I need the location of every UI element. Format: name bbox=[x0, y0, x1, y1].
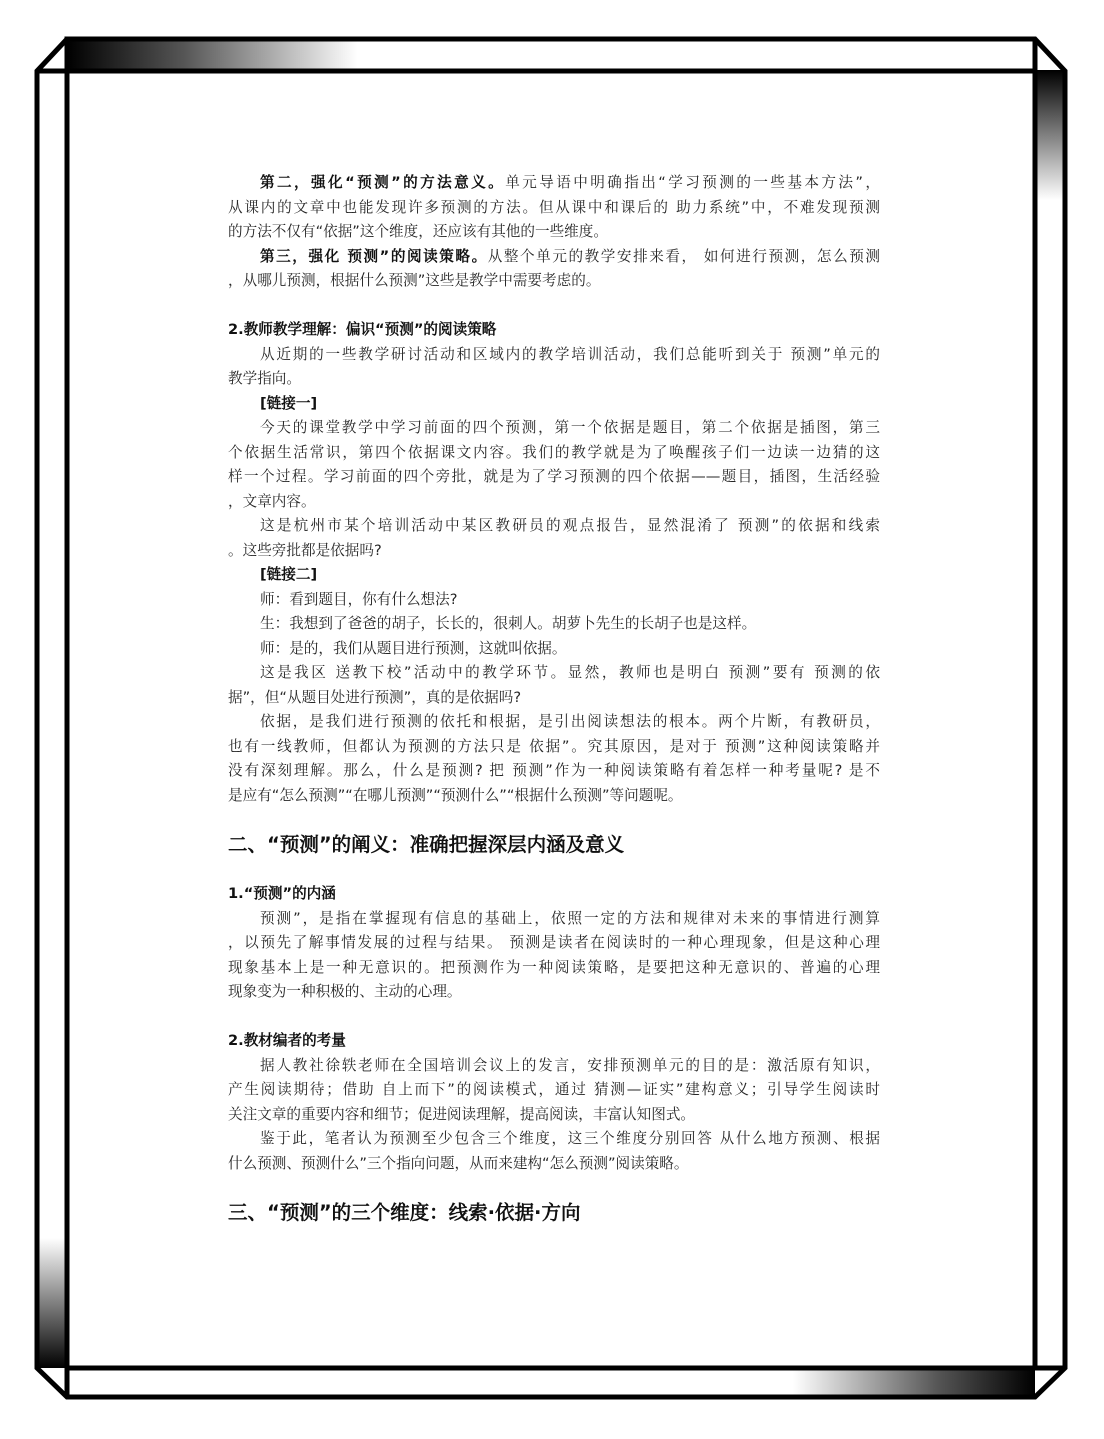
bold-lead: 第二，强化“预测”的方法意义。 bbox=[260, 174, 506, 191]
line-text: ，文章内容。 bbox=[228, 492, 316, 510]
text-line bbox=[228, 956, 880, 981]
line-text: [链接一] bbox=[260, 394, 318, 412]
line-text: [链接二] bbox=[260, 566, 318, 583]
text-line bbox=[228, 980, 880, 1005]
text-line bbox=[228, 490, 880, 515]
text-line bbox=[228, 171, 880, 196]
text-line bbox=[228, 1127, 880, 1152]
line-text: 教学指向。 bbox=[228, 370, 301, 387]
line-text: 二、“预测”的阐义：准确把握深层内涵及意义 bbox=[228, 832, 625, 856]
text-line bbox=[228, 539, 880, 564]
text-line bbox=[228, 907, 880, 932]
line-text: 师：看到题目，你有什么想法? bbox=[260, 590, 458, 608]
line-text: 1.“预测”的内涵 bbox=[228, 885, 336, 902]
line-text: 今天的课堂教学中学习前面的四个预测，第一个依据是题目，第二个依据是插图，第三 bbox=[260, 419, 880, 436]
text-line bbox=[228, 661, 880, 686]
line-text: 单元导语中明确指出“学习预测的一些基本方法”， bbox=[505, 174, 880, 191]
subheading bbox=[228, 882, 880, 907]
line-text: 鉴于此，笔者认为预测至少包含三个维度，这三个维度分别回答 从什么地方预测、根据 bbox=[260, 1130, 880, 1147]
link-label bbox=[228, 392, 880, 417]
line-text: 2.教材编者的考量 bbox=[228, 1032, 346, 1049]
text-line bbox=[228, 220, 880, 245]
line-text: 这是我区 送教下校”活动中的教学环节。显然，教师也是明白 预测”要有 预测的依 bbox=[260, 664, 880, 681]
text-line bbox=[228, 441, 880, 466]
line-text: 这是杭州市某个培训活动中某区教研员的观点报告，显然混淆了 预测”的依据和线索 bbox=[260, 517, 880, 534]
line-text: 师：是的，我们从题目进行预测，这就叫依据。 bbox=[260, 639, 567, 657]
subheading bbox=[228, 1029, 880, 1054]
line-text: 2.教师教学理解：偏识“预测”的阅读策略 bbox=[228, 321, 497, 338]
text-line bbox=[228, 588, 880, 613]
line-text: 据”，但“从题目处进行预测”，真的是依据吗? bbox=[228, 688, 522, 706]
blank-line bbox=[228, 808, 880, 833]
text-line bbox=[228, 367, 880, 392]
line-text: 没有深刻理解。那么，什么是预测? 把 预测”作为一种阅读策略有着怎样一种考量呢? 是不 bbox=[228, 762, 880, 779]
line-text: ，从哪儿预测，根据什么预测”这些是教学中需要考虑的。 bbox=[228, 272, 601, 289]
text-line bbox=[228, 343, 880, 368]
line-text: 样一个过程。学习前面的四个旁批，就是为了学习预测的四个依据——题目，插图，生活经验 bbox=[228, 468, 880, 485]
text-line bbox=[228, 416, 880, 441]
line-text: 现象基本上是一种无意识的。把预测作为一种阅读策略，是要把这种无意识的、普遍的心理 bbox=[228, 958, 880, 976]
text-line bbox=[228, 784, 880, 809]
text-line bbox=[228, 735, 880, 760]
line-text: 据人教社徐轶老师在全国培训会议上的发言，安排预测单元的目的是：激活原有知识， bbox=[260, 1056, 880, 1074]
text-line bbox=[228, 196, 880, 221]
text-line bbox=[228, 514, 880, 539]
blank-line bbox=[228, 294, 880, 319]
text-line bbox=[228, 245, 880, 270]
line-text: 生：我想到了爸爸的胡子，长长的，很刺人。胡萝卜先生的长胡子也是这样。 bbox=[260, 615, 757, 632]
line-text: 产生阅读期待；借助 自上而下”的阅读模式，通过 猜测—证实”建构意义；引导学生阅读时 bbox=[228, 1081, 880, 1098]
text-line bbox=[228, 1054, 880, 1079]
blank-line bbox=[228, 858, 880, 883]
text-line bbox=[228, 465, 880, 490]
line-text: 从整个单元的教学安排来看， 如何进行预测，怎么预测 bbox=[487, 247, 880, 265]
line-text: 也有一线教师，但都认为预测的方法只是 依据”。究其原因，是对于 预测”这种阅读策略并 bbox=[228, 737, 880, 755]
text-line bbox=[228, 637, 880, 662]
bold-lead: 第三，强化 预测”的阅读策略。 bbox=[260, 247, 488, 265]
line-text: ，以预先了解事情发展的过程与结果。 预测是读者在阅读时的一种心理现象，但是这种心理 bbox=[228, 934, 880, 951]
section-heading bbox=[228, 832, 880, 858]
line-text: 的方法不仅有“依据”这个维度，还应该有其他的一些维度。 bbox=[228, 223, 608, 240]
line-text: 从课内的文章中也能发现许多预测的方法。但从课中和课后的 助力系统”中，不难发现预测 bbox=[228, 198, 880, 216]
text-line bbox=[228, 1078, 880, 1103]
line-text: 三、“预测”的三个维度：线索·依据·方向 bbox=[228, 1200, 581, 1224]
text-line bbox=[228, 612, 880, 637]
line-text: 是应有“怎么预测”“在哪儿预测”“预测什么”“根据什么预测”等问题呢。 bbox=[228, 786, 683, 804]
line-text: 依据，是我们进行预测的依托和根据，是引出阅读想法的根本。两个片断，有教研员， bbox=[260, 713, 880, 730]
text-line bbox=[228, 931, 880, 956]
blank-line bbox=[228, 1005, 880, 1030]
line-text: 什么预测、预测什么”三个指向问题，从而来建构“怎么预测”阅读策略。 bbox=[228, 1154, 689, 1172]
text-line bbox=[228, 710, 880, 735]
line-text: 预测”，是指在掌握现有信息的基础上，依照一定的方法和规律对未来的事情进行测算 bbox=[260, 909, 880, 927]
line-text: 。这些旁批都是依据吗? bbox=[228, 541, 382, 559]
blank-line bbox=[228, 1176, 880, 1201]
document-body bbox=[228, 171, 880, 1226]
link-label bbox=[228, 563, 880, 588]
line-text: 个依据生活常识，第四个依据课文内容。我们的教学就是为了唤醒孩子们一边读一边猜的这 bbox=[228, 443, 880, 461]
text-line bbox=[228, 1152, 880, 1177]
text-line bbox=[228, 269, 880, 294]
line-text: 关注文章的重要内容和细节；促进阅读理解，提高阅读，丰富认知图式。 bbox=[228, 1105, 696, 1123]
subheading bbox=[228, 318, 880, 343]
line-text: 现象变为一种积极的、主动的心理。 bbox=[228, 983, 462, 1000]
section-heading bbox=[228, 1200, 880, 1226]
text-line bbox=[228, 759, 880, 784]
text-line bbox=[228, 1103, 880, 1128]
text-line bbox=[228, 686, 880, 711]
line-text: 从近期的一些教学研讨活动和区域内的教学培训活动，我们总能听到关于 预测”单元的 bbox=[260, 345, 880, 363]
